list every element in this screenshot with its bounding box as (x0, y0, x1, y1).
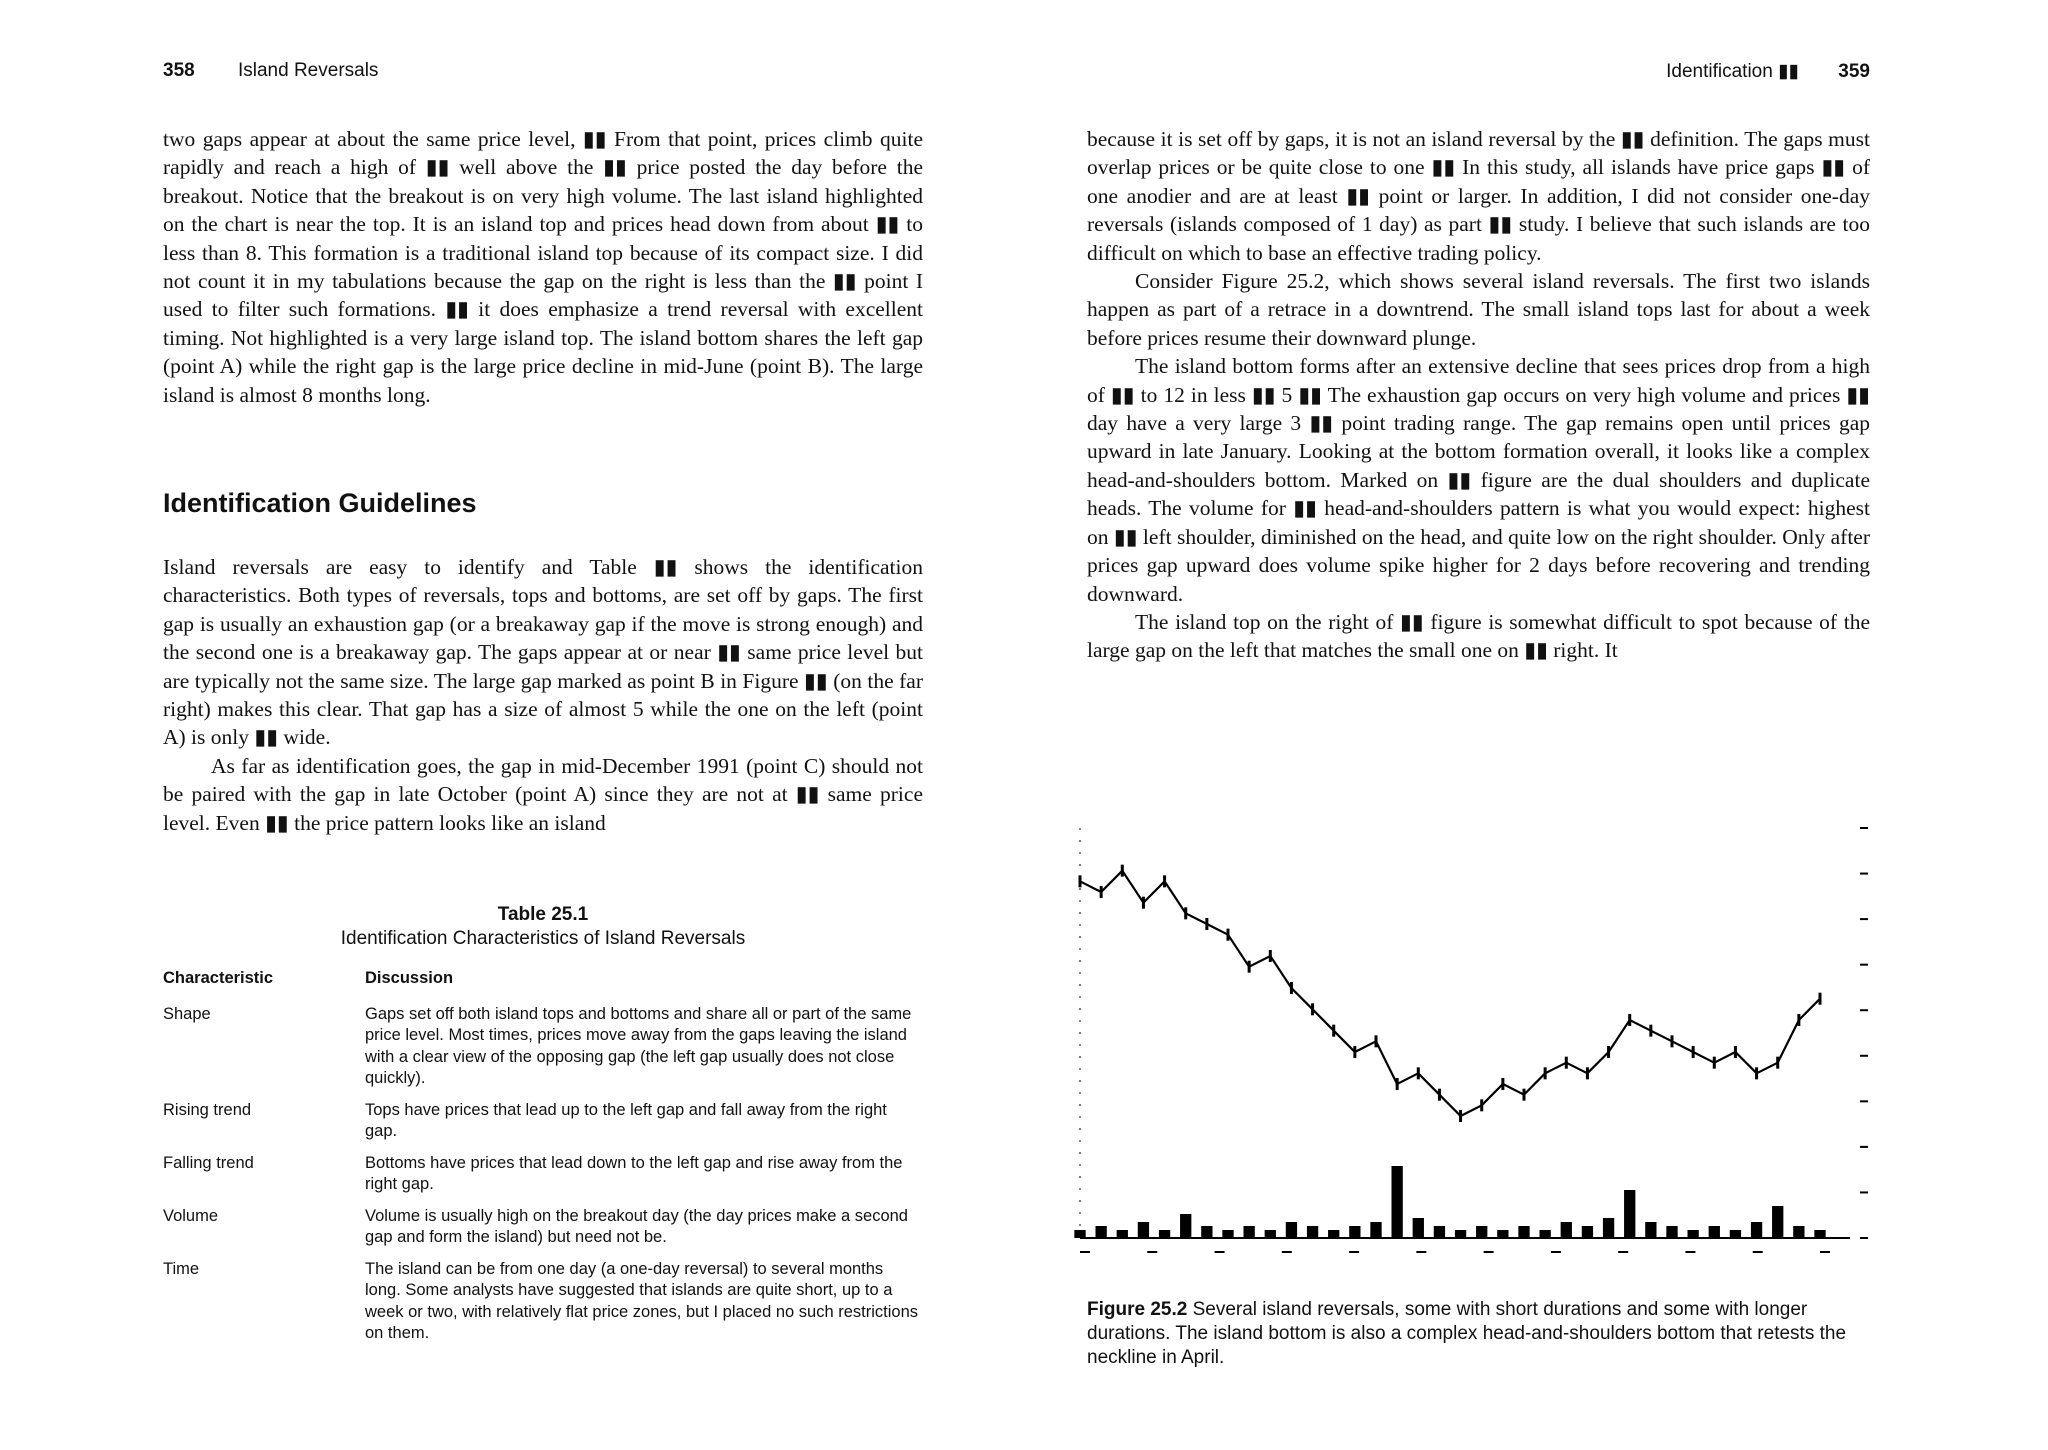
volume-bar (1582, 1226, 1593, 1238)
volume-bar (1603, 1218, 1614, 1238)
volume-bar (1265, 1230, 1276, 1238)
volume-bar (1180, 1214, 1191, 1238)
table-header-characteristic: Characteristic (163, 969, 274, 987)
volume-bar (1307, 1226, 1318, 1238)
price-bar (1142, 897, 1145, 909)
table-cell-characteristic: Time (163, 1259, 200, 1278)
price-bar (1776, 1057, 1779, 1069)
volume-bar (1349, 1226, 1360, 1238)
left-paragraph-2: Island reversals are easy to identify and Table ▮▮ shows the identification characteristics. Both types of reversals, tops and bottoms, are set off by gaps. The first gap is usually an exhaustion gap (or a breakaway gap if the move is strong enough) and the second one is a breakaway gap. The gaps appear at or near ▮▮ same price level but are typically not the same size. The large gap marked as point B in Figure ▮▮ (on the far right) makes this clear. That gap has a size of almost 5 while the one on the left (point A) is only ▮▮ wide. (163, 555, 923, 750)
right-paragraph-3: The island bottom forms after an extensive decline that sees prices drop from a high of ▮▮ to 12 in less ▮▮ 5 ▮▮ The exhaustion gap occurs on very high volume and prices ▮▮ day have a very large 3 ▮▮ point trading range. The gap remains open until prices gap upward in late January. Looking at the bottom formation overall, it looks like a complex head-and-shoulders bottom. Marked on ▮▮ figure are the dual shoulders and duplicate heads. The volume for ▮▮ head-and-shoulders pattern is what you would expect: highest on ▮▮ left shoulder, diminished on the head, and quite low on the right shoulder. Only after prices gap upward does volume spike higher for 2 days before recovering and trending downward. (1087, 354, 1870, 606)
price-bar (1290, 982, 1293, 994)
price-bar (1628, 1014, 1631, 1026)
price-bar (1480, 1099, 1483, 1111)
price-bar (1227, 929, 1230, 941)
right-text-block (1087, 125, 1870, 665)
volume-bar (1222, 1230, 1233, 1238)
left-text-block-2 (163, 553, 923, 837)
volume-bar (1793, 1226, 1804, 1238)
volume-bar (1709, 1226, 1720, 1238)
figure-label: Figure 25.2 (1087, 1299, 1188, 1320)
volume-bar (1286, 1222, 1297, 1238)
table-row (163, 1100, 923, 1143)
price-bar (1248, 961, 1251, 973)
volume-bar (1687, 1230, 1698, 1238)
price-bar (1417, 1067, 1420, 1079)
volume-bar (1624, 1190, 1635, 1238)
price-bar (1586, 1067, 1589, 1079)
table-caption (163, 904, 923, 950)
running-head-title-left: Island Reversals (237, 60, 379, 81)
price-bar (1121, 865, 1124, 877)
volume-bar (1814, 1230, 1825, 1238)
volume-bar (1666, 1226, 1677, 1238)
price-bar (1269, 950, 1272, 962)
figure-caption (1087, 1298, 1853, 1370)
left-paragraph-3: As far as identification goes, the gap in mid-December 1991 (point C) should not be paired with the gap in late October (point A) since they are not at ▮▮ same price level. Even ▮▮ the price pattern looks like an island (163, 753, 923, 835)
left-page (0, 0, 1000, 1450)
table-cell-characteristic: Volume (163, 1206, 219, 1225)
volume-bar (1434, 1226, 1445, 1238)
right-paragraph-2: Consider Figure 25.2, which shows several island reversals. The first two islands happen as part of a retrace in a downtrend. The small island tops last for about a week before prices resume their downward plunge. (1087, 269, 1870, 350)
volume-bar (1391, 1166, 1402, 1238)
table-row (163, 1259, 923, 1345)
price-bar (1565, 1057, 1568, 1069)
running-head-right (1666, 60, 1870, 83)
running-head-left (163, 60, 378, 82)
volume-bars (1074, 1166, 1825, 1238)
price-bar (1396, 1078, 1399, 1090)
volume-bar (1772, 1206, 1783, 1238)
table-cell-characteristic: Rising trend (163, 1100, 252, 1119)
table-cell-discussion: Volume is usually high on the breakout day (the day prices make a second gap and form the island) but need not be. (365, 1206, 908, 1246)
price-line (1080, 871, 1820, 1116)
right-paragraph-4: The island top on the right of ▮▮ figure is somewhat difficult to spot because of the large gap on the left that matches the small one on ▮▮ right. It (1087, 609, 1870, 663)
price-volume-chart (1070, 788, 1900, 1278)
volume-bar (1201, 1226, 1212, 1238)
volume-bar (1455, 1230, 1466, 1238)
section-heading: Identification Guidelines (163, 488, 477, 518)
price-bar (1692, 1046, 1695, 1058)
volume-bar (1095, 1226, 1106, 1238)
volume-bar (1138, 1222, 1149, 1238)
volume-bar (1476, 1226, 1487, 1238)
price-bar (1311, 1003, 1314, 1015)
figure-25-2-chart (1070, 788, 1900, 1278)
table-cell-discussion: Gaps set off both island tops and bottoms and share all or part of the same price level. Most times, prices move away from the gaps leaving the island with a clear view of the opposing gap (the left gap usually does not close quickly). (365, 1004, 912, 1087)
price-bar (1671, 1035, 1674, 1047)
table-cell-characteristic: Shape (163, 1004, 211, 1023)
volume-bar (1370, 1222, 1381, 1238)
price-bar (1079, 875, 1082, 887)
table-cell-discussion: Bottoms have prices that lead down to the left gap and rise away from the right gap. (365, 1153, 903, 1193)
volume-bar (1518, 1226, 1529, 1238)
volume-bar (1413, 1218, 1424, 1238)
price-series (1079, 865, 1822, 1122)
volume-bar (1117, 1230, 1128, 1238)
price-bar (1100, 886, 1103, 898)
volume-bar (1328, 1230, 1339, 1238)
left-paragraph-1: two gaps appear at about the same price level, ▮▮ From that point, prices climb quite rapidly and reach a high of ▮▮ well above the ▮▮ price posted the day before the breakout. Notice that the breakout is on very high volume. The last island highlighted on the chart is near the top. It is an island top and prices head down from about ▮▮ to less than 8. This formation is a traditional island top because of its compact size. I did not count it in my tabulations because the gap on the right is less than the ▮▮ point I used to filter such formations. ▮▮ it does emphasize a trend reversal with excellent timing. Not highlighted is a very large island top. The island bottom shares the left gap (point A) while the right gap is the large price decline in mid-June (point B). The large island is almost 8 months long. (163, 127, 923, 407)
volume-bar (1730, 1230, 1741, 1238)
price-bar (1353, 1046, 1356, 1058)
price-bar (1501, 1078, 1504, 1090)
volume-bar (1074, 1230, 1085, 1238)
price-bar (1797, 1014, 1800, 1026)
chart-frame (1080, 828, 1850, 1238)
table-row (163, 1004, 923, 1090)
price-bar (1163, 875, 1166, 887)
price-bar (1184, 907, 1187, 919)
price-bar (1459, 1110, 1462, 1122)
table-row (163, 1153, 923, 1196)
price-bar (1332, 1025, 1335, 1037)
price-bar (1205, 918, 1208, 930)
price-bar (1755, 1067, 1758, 1079)
table-cell-characteristic: Falling trend (163, 1153, 254, 1172)
volume-bar (1497, 1230, 1508, 1238)
price-bar (1819, 993, 1822, 1005)
table-header-discussion: Discussion (365, 969, 454, 987)
volume-bar (1561, 1222, 1572, 1238)
price-bar (1438, 1089, 1441, 1101)
page-number-right: 359 (1838, 61, 1870, 82)
price-bar (1713, 1057, 1716, 1069)
page-number-left: 358 (163, 60, 195, 81)
price-bar (1375, 1035, 1378, 1047)
table-cell-discussion: Tops have prices that lead up to the left gap and fall away from the right gap. (365, 1100, 887, 1140)
running-head-title-right: Identification ▮▮ (1666, 61, 1800, 82)
volume-bar (1243, 1226, 1254, 1238)
table-row (163, 1206, 923, 1249)
volume-bar (1539, 1230, 1550, 1238)
axis-ticks (1080, 828, 1868, 1252)
price-bar (1523, 1089, 1526, 1101)
price-bar (1734, 1046, 1737, 1058)
volume-bar (1751, 1222, 1762, 1238)
right-paragraph-1: because it is set off by gaps, it is not an island reversal by the ▮▮ definition. The gaps must overlap prices or be quite close to one ▮▮ In this study, all islands have price gaps ▮▮ of one anodier and are at least ▮▮ point or larger. In addition, I did not consider one-day reversals (islands composed of 1 day) as part ▮▮ study. I believe that such islands are too difficult on which to base an effective trading policy. (1087, 127, 1870, 265)
price-bar (1544, 1067, 1547, 1079)
figure-caption-text: Several island reversals, some with short durations and some with longer durations. The island bottom is also a complex head-and-shoulders bottom that retests the neckline in April. (1087, 1299, 1847, 1368)
left-text-block-1 (163, 125, 923, 409)
price-bar (1607, 1046, 1610, 1058)
table-cell-discussion: The island can be from one day (a one-day reversal) to several months long. Some analysts have suggested that islands are quite short, up to a week or two, with relatively flat price zones, but I placed no such restrictions on them. (365, 1259, 918, 1342)
price-bar (1649, 1025, 1652, 1037)
volume-bar (1645, 1222, 1656, 1238)
table-header-row (163, 968, 923, 990)
identification-table (163, 968, 923, 1355)
volume-bar (1159, 1230, 1170, 1238)
table-subtitle: Identification Characteristics of Island Reversals (340, 928, 746, 949)
table-title: Table 25.1 (497, 904, 589, 925)
